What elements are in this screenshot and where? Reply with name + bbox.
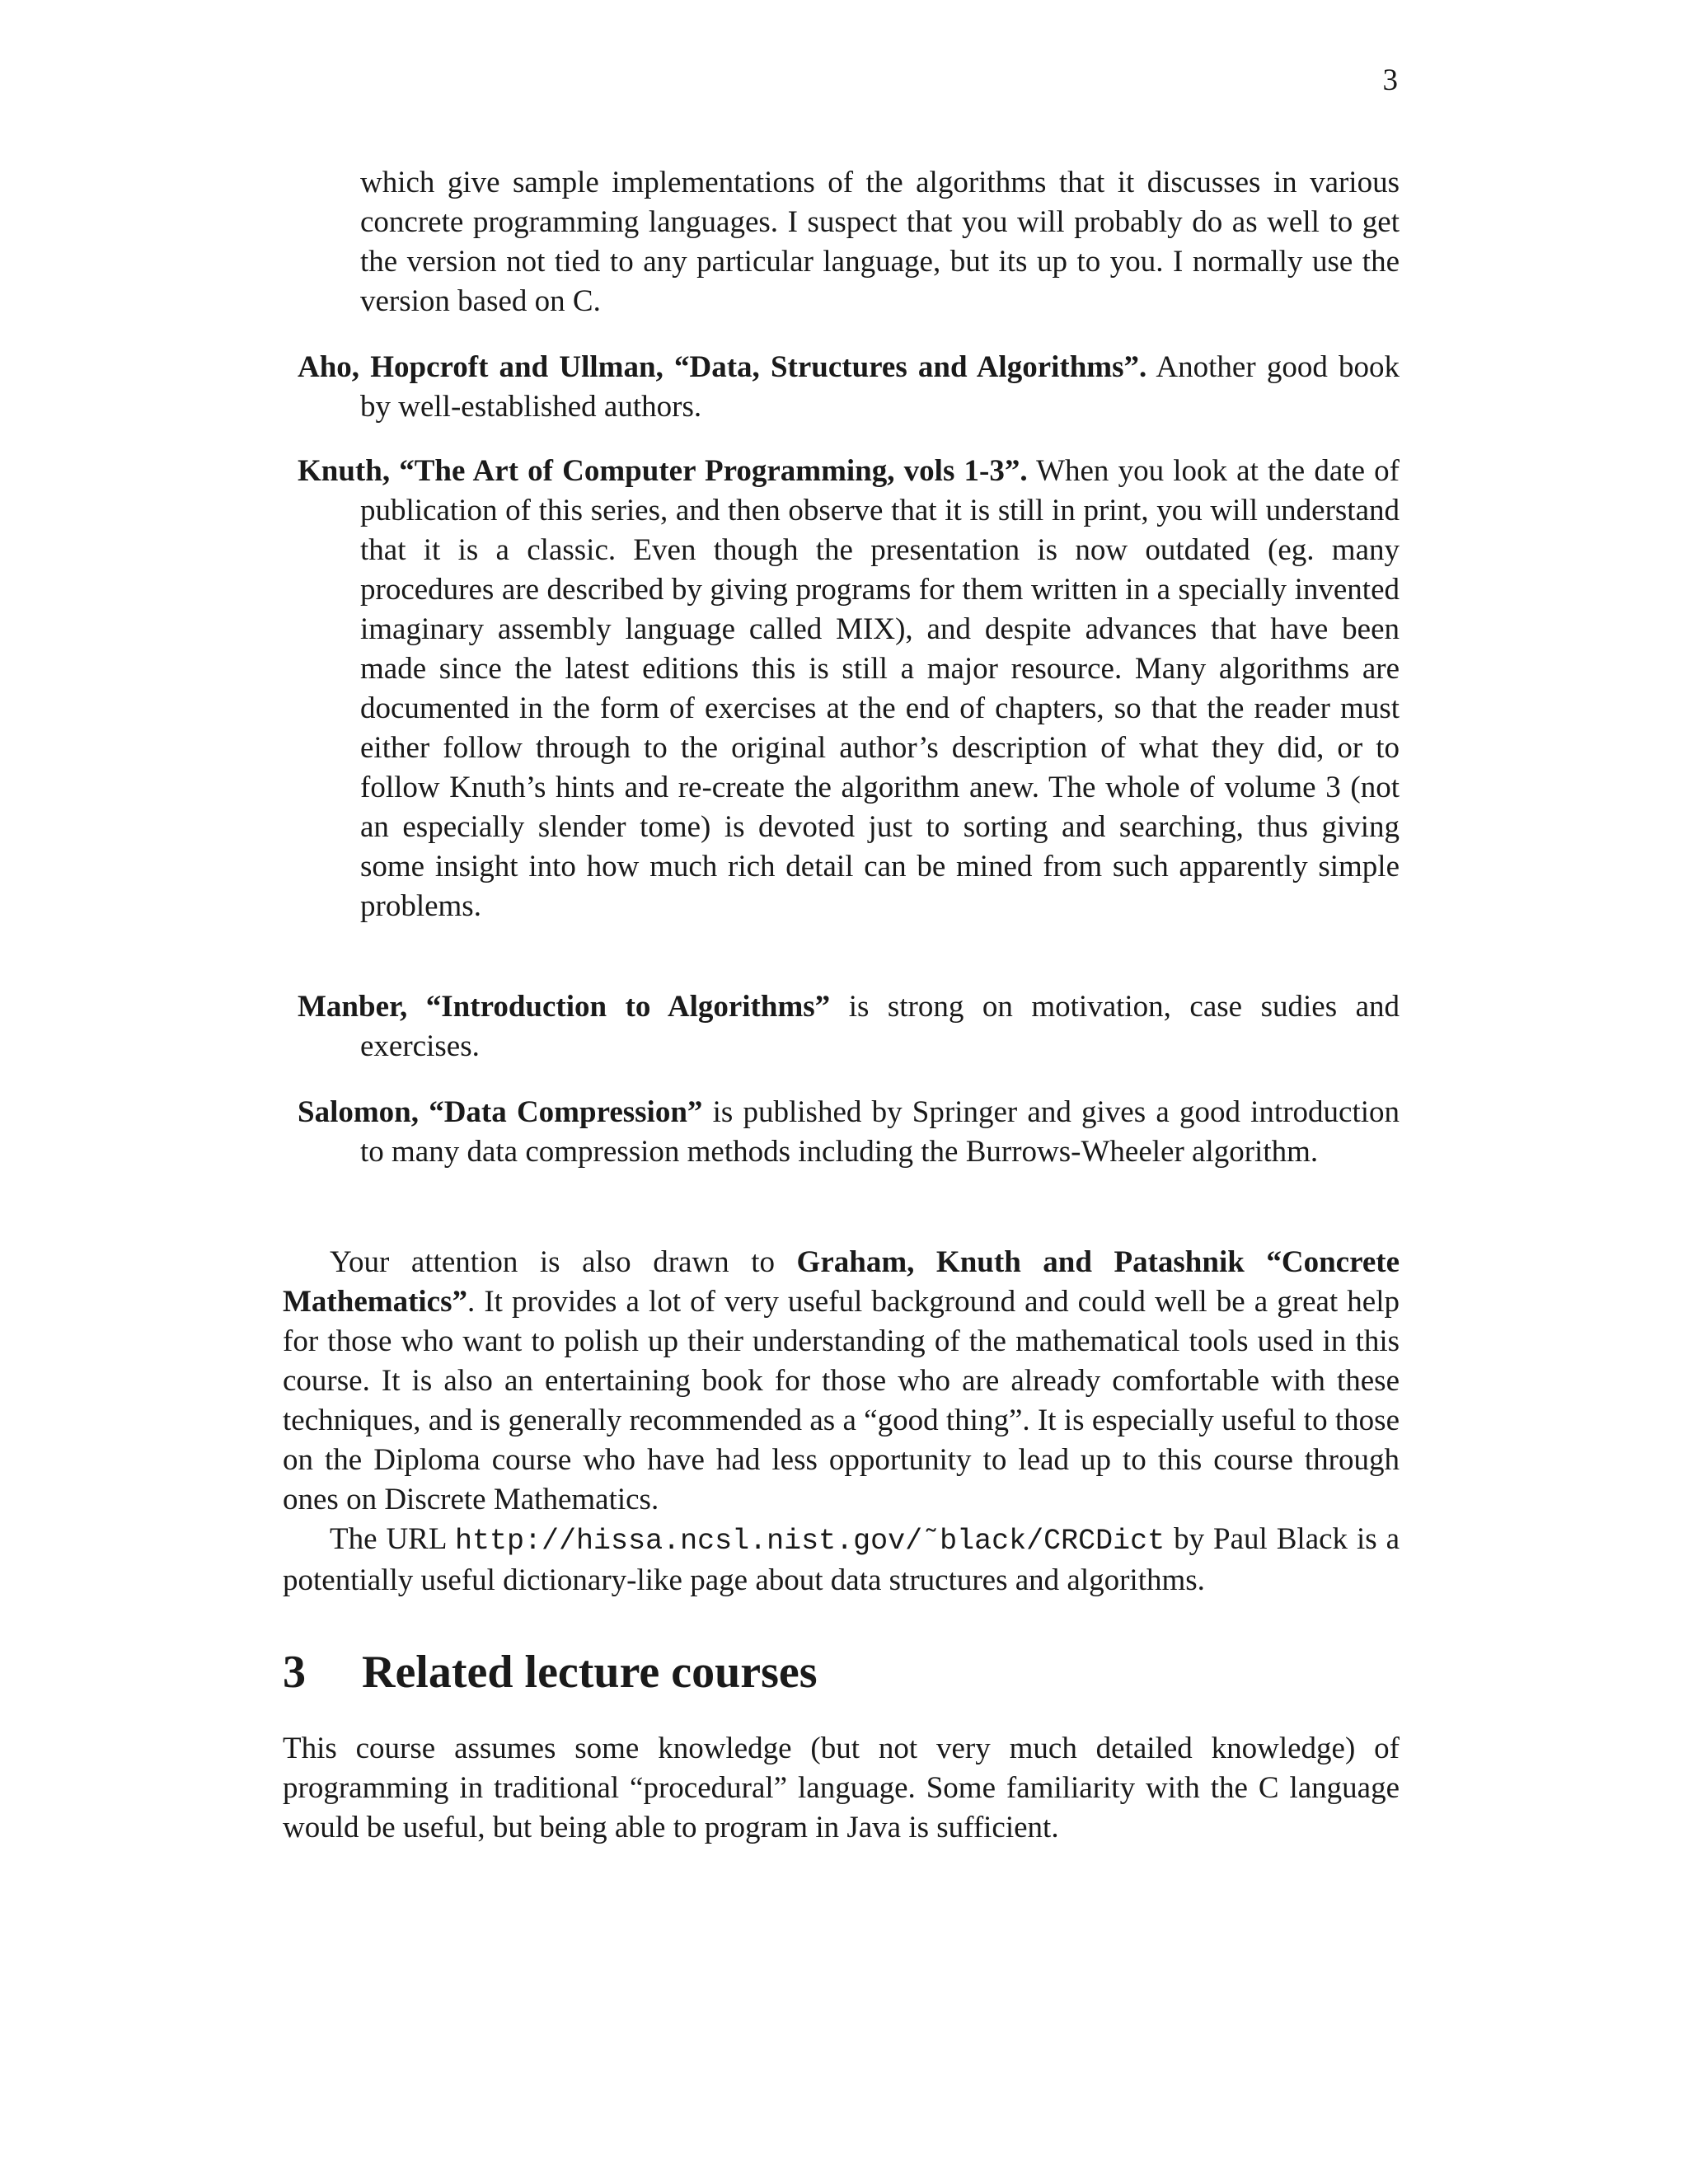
continuation-paragraph: which give sample implementations of the algorithms that it discusses in various concrete programming languages. I suspect that you will probably do as well to get the version not tied to any particular language, but its up to you. I normally use the version based on C. xyxy=(360,166,1400,318)
reference-title: Knuth, “The Art of Computer Programming, vols 1-3”. xyxy=(298,454,1028,488)
reference-title: Manber, “Introduction to Algorithms” xyxy=(298,990,831,1024)
page-number: 3 xyxy=(1382,63,1398,97)
reference-text: is published by Springer and gives a good introduction to many data compression methods including the Burrows-Wheeler algorithm. xyxy=(360,1095,1400,1169)
section-title: Related lecture courses xyxy=(362,1647,818,1698)
reference-text: is strong on motivation, case sudies and exercises. xyxy=(360,990,1400,1063)
attention-paragraph: Your attention is also drawn to Graham, Knuth and Patashnik “Concrete Mathematics”. It provides a lot of very useful background and could well be a great help for those who want to polish up their understanding of the mathematical tools used in this course. It is also an entertaining book for those who are already comfortable with these techniques, and is generally recommended as a “good thing”. It is especially useful to those on the Diploma course who have had less opportunity to lead up to this course through ones on Discrete Mathematics. xyxy=(283,1245,1400,1516)
reference-entry-knuth xyxy=(298,452,1400,926)
url-paragraph: The URL http://hissa.ncsl.nist.gov/˜black/CRCDict by Paul Black is a potentially useful dictionary-like page about data structures and algorithms. xyxy=(283,1522,1400,1597)
reference-entry-manber xyxy=(298,987,1400,1066)
recommended-book-title: Graham, Knuth and Patashnik “Concrete Mathematics” xyxy=(283,1245,1400,1319)
reference-entry-aho xyxy=(298,348,1400,427)
url-link[interactable]: http://hissa.ncsl.nist.gov/˜black/CRCDict xyxy=(455,1525,1165,1558)
body-paragraphs xyxy=(283,1243,1400,1601)
reference-title: Salomon, “Data Compression” xyxy=(298,1095,703,1129)
reference-title: Aho, Hopcroft and Ullman, “Data, Structures and Algorithms”. xyxy=(298,350,1147,384)
reference-entry-salomon xyxy=(298,1093,1400,1172)
section-heading xyxy=(283,1643,1400,1701)
reference-text: When you look at the date of publication of this series, and then observe that it is still in print, you will understand that it is a classic. Even though the presentation is now outdated (eg. many procedures are described by giving programs for them written in a specially invented imaginary assembly language called MIX), and despite advances that have been made since the latest editions this is still a major resource. Many algorithms are documented in the form of exercises at the end of chapters, so that the reader must either follow through to the original author’s description of what they did, or to follow Knuth’s hints and re-create the algorithm anew. The whole of volume 3 (not an especially slender tome) is devoted just to sorting and searching, thus giving some insight into how much rich detail can be mined from such apparently simple problems. xyxy=(360,454,1400,923)
section-number: 3 xyxy=(283,1647,306,1698)
section-paragraph: This course assumes some knowledge (but not very much detailed knowledge) of programming in traditional “procedural” language. Some familiarity with the C language would be useful, but being able to program in Java is sufficient. xyxy=(283,1732,1400,1844)
reference-text: Another good book by well-established authors. xyxy=(360,350,1400,424)
